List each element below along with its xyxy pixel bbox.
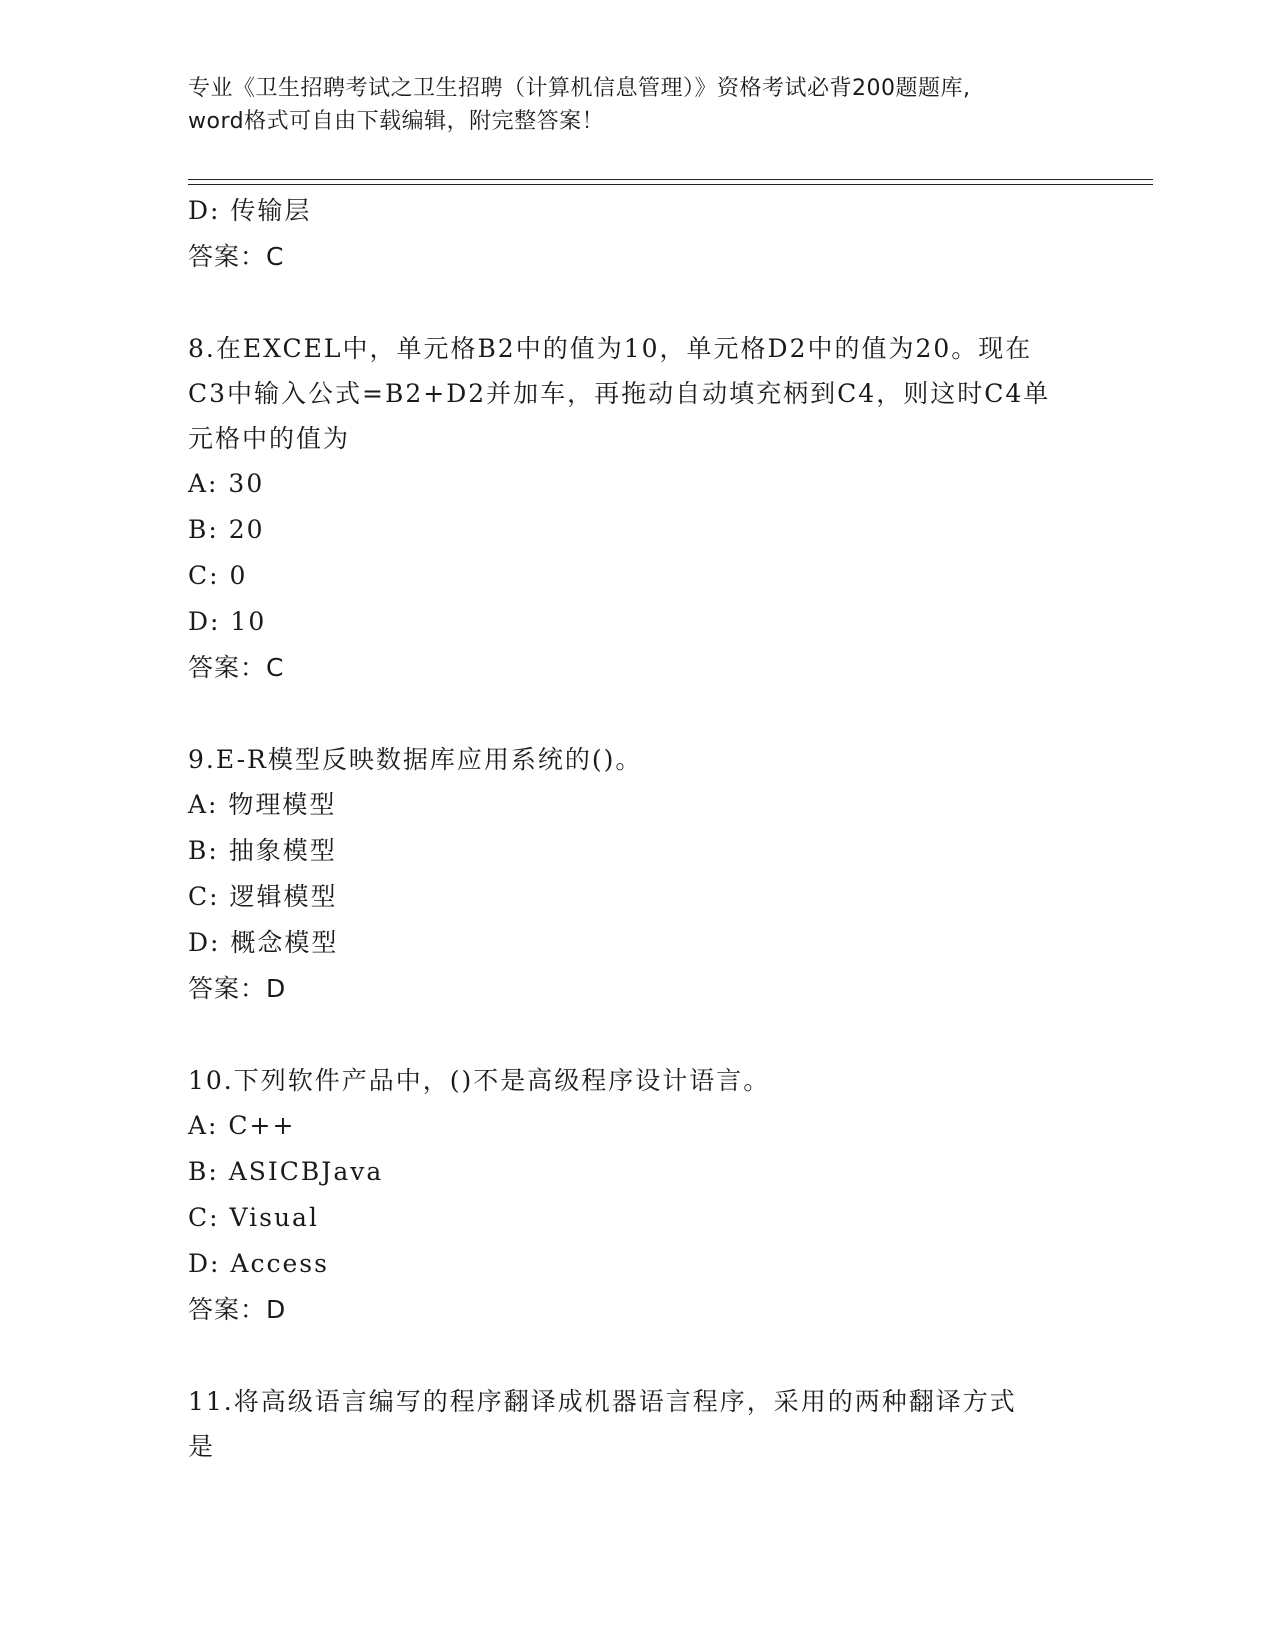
prev-option-d: D: 传输层 bbox=[188, 196, 312, 225]
question-8-option-b: B: 20 bbox=[188, 515, 265, 544]
question-8-option-d: D: 10 bbox=[188, 607, 267, 636]
question-list bbox=[188, 188, 1088, 1469]
question-8-text-line: C3中输入公式=B2+D2并加车，再拖动自动填充柄到C4，则这时C4单 bbox=[188, 379, 1051, 408]
spacer bbox=[188, 691, 1088, 737]
question-9-option-c: C: 逻辑模型 bbox=[188, 882, 338, 911]
question-8-text-line: 8.在EXCEL中，单元格B2中的值为10，单元格D2中的值为20。现在 bbox=[188, 334, 1033, 363]
spacer bbox=[188, 280, 1088, 326]
question-11-text-line: 11.将高级语言编写的程序翻译成机器语言程序，采用的两种翻译方式 bbox=[188, 1387, 1017, 1416]
header-line-1: 专业《卫生招聘考试之卫生招聘（计算机信息管理）》资格考试必背200题题库, bbox=[188, 76, 971, 101]
prev-answer: 答案：C bbox=[188, 242, 285, 271]
question-9-option-d: D: 概念模型 bbox=[188, 928, 339, 957]
question-10-text-line: 10.下列软件产品中，()不是高级程序设计语言。 bbox=[188, 1066, 771, 1095]
question-8-answer: 答案：C bbox=[188, 653, 285, 682]
question-10-option-a: A: C++ bbox=[188, 1111, 296, 1140]
header-rule-bottom bbox=[188, 184, 1153, 185]
question-9-option-a: A: 物理模型 bbox=[188, 790, 337, 819]
question-9-option-b: B: 抽象模型 bbox=[188, 836, 337, 865]
question-10-answer: 答案：D bbox=[188, 1295, 287, 1324]
question-9-text-line: 9.E-R模型反映数据库应用系统的()。 bbox=[188, 745, 643, 774]
question-10-option-c: C: Visual bbox=[188, 1203, 319, 1232]
header-rule-top bbox=[188, 179, 1153, 180]
document-header bbox=[188, 72, 1088, 138]
question-10-option-b: B: ASICBJava bbox=[188, 1157, 384, 1186]
spacer bbox=[188, 1012, 1088, 1058]
question-8-option-a: A: 30 bbox=[188, 469, 265, 498]
question-10-option-d: D: Access bbox=[188, 1249, 329, 1278]
question-11-text-line: 是 bbox=[188, 1432, 216, 1461]
question-8-option-c: C: 0 bbox=[188, 561, 248, 590]
spacer bbox=[188, 1333, 1088, 1379]
question-9-answer: 答案：D bbox=[188, 974, 287, 1003]
question-8-text-line: 元格中的值为 bbox=[188, 424, 351, 453]
header-line-2: word格式可自由下载编辑，附完整答案！ bbox=[188, 109, 605, 134]
